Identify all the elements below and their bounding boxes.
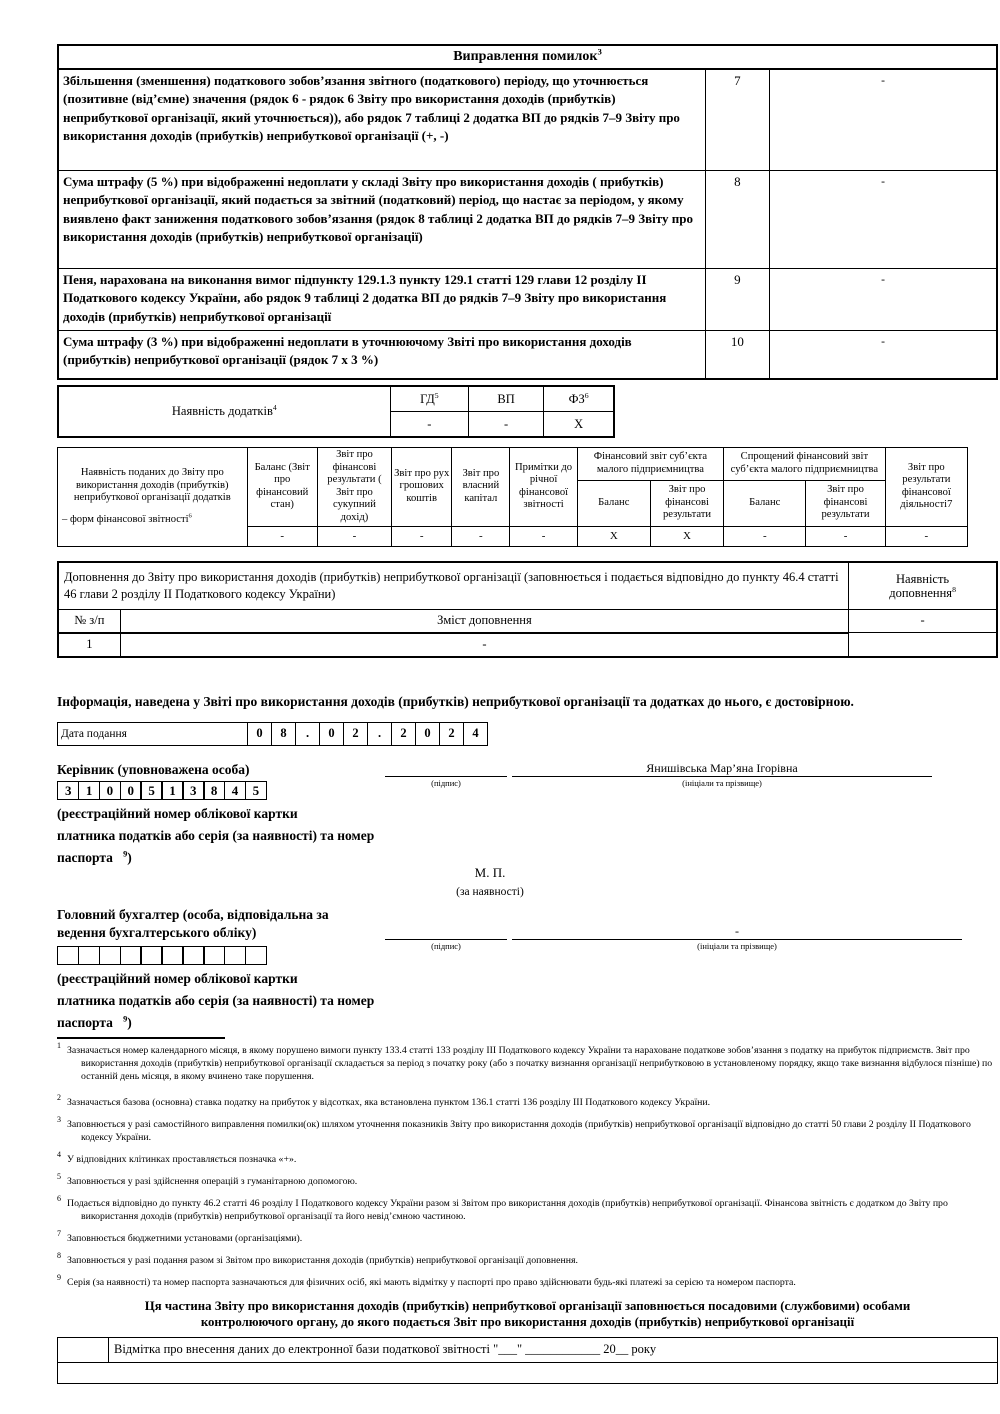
stamp-label: М. П. [474,864,506,880]
corrections-title [58,45,997,69]
control-note-line2: контролюючого органу, до якого подається Звіт про використання доходів (прибутків) неприбуткової організації [200,1315,855,1330]
reg-note-line2: платника податків або серія (за наявності) та номер [57,992,375,1008]
attachments-value-vp[interactable]: - [468,412,543,438]
attachments-label-sup: 4 [272,402,277,412]
page-content [57,0,998,1384]
attachments-value-gd[interactable]: - [390,412,468,438]
fin-value-balance[interactable]: - [247,526,317,546]
attachments-col-vp [468,386,543,412]
table-row [58,609,997,633]
presence-label-text: Наявність доповнення [889,571,953,600]
supplement-presence-empty[interactable] [849,633,997,657]
footnote-num: 7 [57,1229,61,1239]
director-label: Керівник (уповноважена особа) [57,761,250,777]
accountant-taxid-boxes [57,946,267,965]
corrections-title-sup: 3 [597,46,602,57]
attachments-label-text: Наявність додатків [171,404,273,418]
director-reg-note [57,803,998,869]
date-cell[interactable]: 8 [272,722,296,745]
mark-stub-cell[interactable] [58,1337,109,1362]
footnote-text: Заповнюється бюджетними установами (організаціями). [67,1232,303,1244]
taxid-cell[interactable] [224,946,246,965]
footnote-num: 6 [57,1194,61,1204]
attachments-col-fz [544,386,614,412]
accountant-label-line1: Головний бухгалтер (особа, відповідальна за [57,906,329,922]
date-cell[interactable]: 0 [248,722,272,745]
table-row [58,633,997,657]
footnote-num: 4 [57,1150,61,1160]
fin-sub-finres-simplified: Звіт про фінансові результати [806,480,885,526]
footnote-9 [57,1273,998,1289]
footnote-7 [57,1229,998,1245]
footnote-1 [57,1041,998,1083]
date-cell[interactable]: 2 [440,722,464,745]
taxid-cell[interactable]: 8 [203,781,225,800]
fin-desc-part1: Наявність поданих до Звіту про використання доходів (прибутків) неприбуткової організації додатків [73,467,231,504]
fin-value-simplified-finres[interactable]: - [806,526,885,546]
attachments-col-gd [390,386,468,412]
supplement-col-content: Зміст доповнення [120,609,849,633]
reg-note-line3 [57,1012,998,1034]
fin-value-small-finres[interactable]: Х [650,526,723,546]
fin-desc-header [58,448,248,547]
date-cell[interactable]: 4 [464,722,488,745]
accountant-signature-line[interactable] [385,924,507,940]
row8-description: Сума штрафу (5 %) при відображенні недоплати у складі Звіту про використання доходів ( прибутків) неприбуткової організації, який подається за звітний (податковий) період, що настає за періодом, у якому виявлено факт заниження податкового зобов’язання (рядок 8 таблиці 2 додатка ВП до рядків 7–9 Звіту про використання доходів (прибутків) неприбуткової організації) [58,171,705,269]
taxid-cell[interactable] [78,946,100,965]
footnote-4 [57,1150,998,1166]
table-row [58,1337,998,1362]
supplement-table [57,561,998,658]
table-row [58,269,997,331]
control-authority-note [57,1298,998,1331]
footnote-num: 2 [57,1093,61,1103]
corrections-table [57,44,998,380]
date-cell[interactable]: 0 [416,722,440,745]
supplement-row-content[interactable]: - [120,633,849,657]
accountant-reg-note [57,968,998,1034]
taxid-cell[interactable]: 1 [161,781,183,800]
attachments-table [57,385,615,438]
director-name-caption: (ініціали та прізвище) [682,777,762,788]
footnote-text: Заповнюється у разі подання разом зі Звітом про використання доходів (прибутків) неприбуткової організації доповнення. [67,1254,578,1266]
row7-code: 7 [705,69,769,171]
footnote-text: Серія (за наявності) та номер паспорта зазначаються для фізичних осіб, які мають відмітку у паспорті про право здійснювати будь-які платежі за серією та номером паспорта. [67,1276,796,1288]
taxid-cell[interactable]: 5 [140,781,162,800]
taxid-cell[interactable] [57,946,79,965]
taxid-cell[interactable] [120,946,142,965]
director-taxid-boxes [57,781,267,800]
row8-code: 8 [705,171,769,269]
taxid-cell[interactable] [245,946,267,965]
footnote-2 [57,1093,998,1109]
reg-note-line1: (реєстраційний номер облікової картки [57,805,298,821]
row10-value[interactable]: - [769,331,997,380]
fin-col-budget: Звіт про результати фінансової діяльності7 [885,448,967,527]
supplement-main-text: Доповнення до Звіту про використання доходів (прибутків) неприбуткової організації (заповнюється і подається відповідно до пункту 46.4 статті 46 глави 2 розділу ІІ Податкового кодексу України) [58,562,849,610]
footnote-separator [57,1037,225,1039]
taxid-cell[interactable]: 5 [245,781,267,800]
control-note-line1: Ця частина Звіту про використання доходів (прибутків) неприбуткової організації заповнюється посадовими (службовими) особами [144,1298,911,1313]
taxid-cell[interactable]: 3 [182,781,204,800]
supplement-presence-value[interactable]: - [849,609,997,633]
date-separator: . [368,722,392,745]
date-separator: . [296,722,320,745]
accountant-name-line[interactable] [512,924,962,940]
footnote-6 [57,1194,998,1223]
director-block [57,760,998,865]
taxid-cell[interactable]: 3 [57,781,79,800]
row8-value[interactable]: - [769,171,997,269]
presence-label-sup: 8 [952,584,956,594]
fin-value-small-balance[interactable]: Х [577,526,650,546]
table-row [58,45,997,69]
taxid-cell[interactable]: 4 [224,781,246,800]
footnote-num: 3 [57,1115,61,1125]
fin-col-notes: Примітки до річної фінансової звітності [510,448,577,527]
fin-value-notes[interactable]: - [510,526,577,546]
attachments-value-fz[interactable]: Х [544,412,614,438]
col-fz-sup: 6 [584,390,589,400]
footnote-num: 5 [57,1172,61,1182]
fin-col-cashflow: Звіт про рух грошових коштів [392,448,452,527]
table-row [58,1362,998,1383]
reg-note-line2: платника податків або серія (за наявності) та номер [57,827,375,843]
footnote-text: У відповідних клітинках проставляється позначка «+». [67,1153,297,1165]
footnote-3 [57,1115,998,1144]
row9-value[interactable]: - [769,269,997,331]
reg-note-sup: 9 [123,1014,128,1024]
electronic-mark-table [57,1337,998,1384]
taxid-cell[interactable] [140,946,162,965]
supplement-presence-header [849,562,997,610]
reg-note-line1: (реєстраційний номер облікової картки [57,970,298,986]
row7-value[interactable]: - [769,69,997,171]
director-signature-caption: (підпис) [431,777,461,788]
director-signature-line[interactable] [385,761,507,777]
row7-description: Збільшення (зменшення) податкового зобов’язання звітного (податкового) періоду, що уточнюється (позитивне (від’ємне) значення (рядок 6 - рядок 6 Звіту про використання доходів (прибутків) неприбуткової організації, який уточнюється)), або рядок 7 таблиці 2 додатка ВП до рядків 7–9 Звіту про використання доходів (прибутків) неприбуткової організації (+, -) [58,69,705,171]
table-row [58,448,968,481]
declaration-statement: Інформація, наведена у Звіті про використання доходів (прибутків) неприбуткової організації та додатках до нього, є достовірною. [57,693,854,709]
row9-code: 9 [705,269,769,331]
footnote-text: Зазначається базова (основна) ставка податку на прибуток у відсотках, яка встановлена пунктом 136.1 статті 136 розділу ІІІ Податкового кодексу України. [67,1096,711,1108]
date-cell[interactable]: 0 [320,722,344,745]
supplement-row-num: 1 [58,633,120,657]
footnote-text: Заповнюється у разі самостійного виправлення помилки(ок) шляхом уточнення показників Звіту про використання доходів (прибутків) неприбуткової організації відповідно до статті 50 глави 2 розділу ІІ Податкового кодексу України. [67,1118,971,1143]
accountant-label-line2: ведення бухгалтерського обліку) [57,924,257,940]
taxid-cell[interactable] [99,946,121,965]
reg-note-line3 [57,847,998,869]
table-row [58,386,614,412]
stamp-caption: (за наявності) [456,885,524,898]
mark-text: Відмітка про внесення даних до електронної бази податкової звітності "___" ____________ 20__ року [109,1337,998,1362]
fin-col-finres: Звіт про фінансові результати ( Звіт про сукупний дохід) [317,448,391,527]
taxid-cell[interactable] [161,946,183,965]
date-cell[interactable]: 2 [344,722,368,745]
taxid-cell[interactable]: 0 [99,781,121,800]
fin-desc-part2-text: – форм фінансової звітності [62,513,189,525]
reg-note-sup: 9 [123,849,128,859]
fin-value-cashflow[interactable]: - [392,526,452,546]
table-row [58,722,488,745]
footnote-num: 9 [57,1273,61,1283]
director-name-line[interactable] [512,761,932,777]
footnote-8 [57,1251,998,1267]
corrections-title-text: Виправлення помилок [453,49,598,64]
attachments-label [58,386,390,437]
table-row [58,69,997,171]
fin-value-finres[interactable]: - [317,526,391,546]
mark-empty-row[interactable] [58,1362,998,1383]
footnote-5 [57,1172,998,1188]
date-cell[interactable]: 2 [392,722,416,745]
fin-col-balance: Баланс (Звіт про фінансовий стан) [247,448,317,527]
submission-date-label: Дата подання [58,722,248,745]
footnotes-section [57,1037,998,1289]
submission-date-table [57,722,488,746]
reg-note-line3-text: паспорта [57,849,113,865]
fin-value-equity[interactable]: - [452,526,510,546]
row10-description: Сума штрафу (3 %) при відображенні недоплати в уточнюючому Звіті про використання доходів (прибутків) неприбуткової організації (рядок 7 х 3 %) [58,331,705,380]
fin-value-simplified-balance[interactable]: - [724,526,806,546]
reg-note-line3-text: паспорта [57,1014,113,1030]
col-gd-text: ГД [420,391,435,406]
row9-description: Пеня, нарахована на виконання вимог підпункту 129.1.3 пункту 129.1 статті 129 глави 12 розділу ІІ Податкового кодексу України, або рядок 9 таблиці 2 додатка ВП до рядків 7–9 Звіту про використання доходів (прибутків) неприбуткової організації [58,269,705,331]
accountant-name-caption: (ініціали та прізвище) [697,940,777,951]
supplement-col-num: № з/п [58,609,120,633]
accountant-block [57,906,998,1030]
financial-forms-table [57,447,968,547]
footnote-num: 1 [57,1041,61,1051]
taxid-cell[interactable] [182,946,204,965]
director-name: Янишівська Мар’яна Ігорівна [646,760,798,775]
table-row [58,331,997,380]
taxid-cell[interactable] [203,946,225,965]
accountant-name: - [735,923,739,938]
fin-desc-part2 [60,514,245,527]
taxid-cell[interactable]: 1 [78,781,100,800]
fin-value-budget[interactable]: - [885,526,967,546]
col-gd-sup: 5 [434,390,439,400]
fin-desc-sup: 6 [188,512,192,520]
reg-note-tail: ) [127,1014,132,1030]
fin-group-small: Фінансовий звіт суб’єкта малого підприємництва [577,448,723,481]
footnote-text: Заповнюється у разі здійснення операцій з гуманітарною допомогою. [67,1175,358,1187]
fin-col-equity: Звіт про власний капітал [452,448,510,527]
footnote-num: 8 [57,1251,61,1261]
col-vp-text: ВП [497,391,515,406]
table-row [58,171,997,269]
row10-code: 10 [705,331,769,380]
reg-note-tail: ) [127,849,132,865]
footnote-text: Подається відповідно до пункту 46.2 статті 46 розділу І Податкового кодексу України разом зі Звітом про використання доходів (прибутків) неприбуткової організації. Фінансова звітність є додатком до Звіту про використання доходів (прибутків) неприбуткової організації та його невід’ємною частиною. [67,1197,948,1222]
fin-sub-finres-small: Звіт про фінансові результати [650,480,723,526]
table-row [58,562,997,610]
accountant-signature-caption: (підпис) [431,940,461,951]
fin-sub-balance-small: Баланс [577,480,650,526]
footnote-text: Зазначається номер календарного місяця, в якому порушено вимоги пункту 133.4 статті 133 розділу ІІІ Податкового кодексу України та нараховане податкове зобов’язання з податку на прибуток підприємств. Звіт про використання доходів (прибутків) неприбуткової організації складається за період з початку року (або з початку визнання організації неприбутковою в установленому порядку, якщо таке визнання відбулося пізніше) по останній день місяця, в якому вчинено таке порушення. [67,1044,993,1082]
stamp-block [380,865,600,898]
fin-group-simplified: Спрощений фінансовий звіт суб’єкта малого підприємництва [724,448,886,481]
taxid-cell[interactable]: 0 [120,781,142,800]
col-fz-text: ФЗ [568,391,585,406]
fin-sub-balance-simplified: Баланс [724,480,806,526]
